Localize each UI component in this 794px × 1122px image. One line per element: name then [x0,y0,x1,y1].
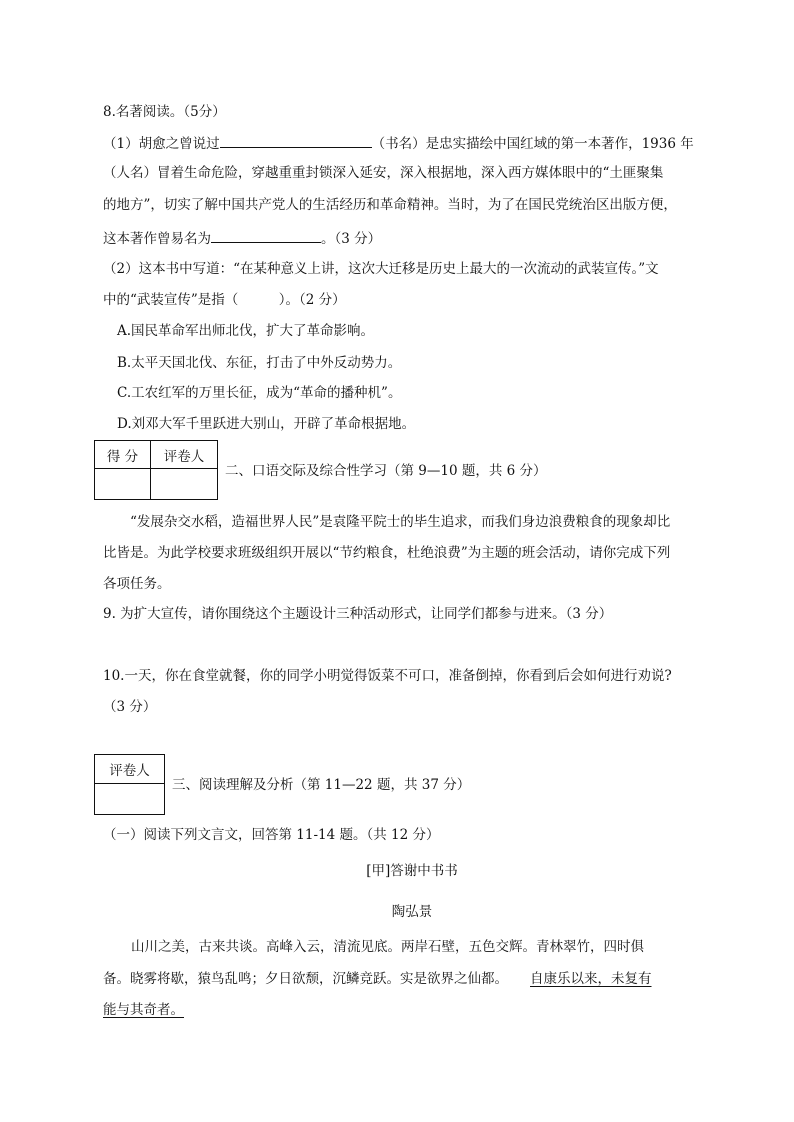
option-a: A.国民革命军出师北伐，扩大了革命影响。 [117,323,375,339]
classical-text-line2 [103,970,652,988]
poem-author-text: 陶弘景 [391,904,433,920]
option-c: C.工农红军的万里长征，成为“革命的播种机”。 [117,385,402,401]
q10-line1: 10.一天，你在食堂就餐，你的同学小明觉得饭菜不可口，准备倒掉，你看到后会如何进行劝说? [103,668,672,684]
q8-title: 8.名著阅读。（5分） [103,104,226,120]
poem-title-text: [甲]答谢中书书 [366,863,458,879]
score-cell[interactable] [95,469,151,500]
section2-intro-line2: 比皆是。为此学校要求班级组织开展以“节约粮食，杜绝浪费”为主题的班会活动，请你完成下列 [103,545,671,561]
score-table-2 [94,754,165,815]
q8-p1-text-a: （1）胡愈之曾说过 [103,136,220,152]
option-d: D.刘邓大军千里跃进大别山，开辟了革命根据地。 [117,416,416,432]
alt-title-blank[interactable] [211,228,321,243]
classical-text-line2-a: 备。晓雾将歇，猿鸟乱鸣；夕日欲颓，沉鳞竞跃。实是欲界之仙都。 [103,971,508,987]
q9: 9. 为扩大宣传，请你围绕这个主题设计三种活动形式，让同学们都参与进来。（3 分） [103,606,613,622]
section2-intro-line1: “发展杂交水稻，造福世界人民”是袁隆平院士的毕生追求，而我们身边浪费粮食的现象却比 [130,514,671,530]
q8-p1-line4-text-b: 。（3 分） [321,231,382,247]
poem-author [0,903,794,921]
q8-p1-line2: （人名）冒着生命危险，穿越重重封锁深入延安，深入根据地，深入西方媒体眼中的“土匪聚集 [103,165,664,181]
underlined-sentence-part1: 自康乐以来，未复有 [530,971,652,987]
q8-p1-line4 [103,228,381,248]
classical-text-line3 [103,1001,184,1019]
section2-intro-line3: 各项任务。 [103,576,171,592]
book-title-blank[interactable] [220,133,372,148]
section3-title: 三、阅读理解及分析（第 11—22 题，共 37 分） [172,777,471,793]
option-b: B.太平天国北伐、东征，打击了中外反动势力。 [117,355,402,371]
section2-title: 二、口语交际及综合性学习（第 9—10 题，共 6 分） [225,463,547,479]
grader-cell-2[interactable] [95,784,165,815]
underlined-sentence-part2: 能与其奇者。 [103,1002,184,1018]
q8-p2-line2: 中的“武装宣传”是指（ ）。（2 分） [103,292,346,308]
grader-cell[interactable] [151,469,218,500]
classical-text-line1: 山川之美，古来共谈。高峰入云，清流见底。两岸石壁，五色交辉。青林翠竹，四时俱 [131,939,644,955]
grader-header-2: 评卷人 [95,755,165,784]
q8-p1-line3: 的地方”，切实了解中国共产党人的生活经历和革命精神。当时，为了在国民党统治区出版方便， [103,197,677,213]
score-header: 得 分 [95,441,151,469]
poem-title [0,862,794,880]
q8-p2-line1: （2）这本书中写道：“在某种意义上讲，这次大迁移是历史上最大的一次流动的武装宣传。”文 [103,261,659,277]
grader-header: 评卷人 [151,441,218,469]
q8-p1-line4-text-a: 这本著作曾易名为 [103,231,211,247]
q10-line2: （3 分） [103,699,157,715]
score-table-1 [94,440,218,500]
q8-p1-line1 [103,133,694,153]
section3-sub1: （一）阅读下列文言文，回答第 11-14 题。（共 12 分） [103,827,440,843]
q8-p1-text-b: （书名）是忠实描绘中国红域的第一本著作，1936 年 [371,136,694,152]
